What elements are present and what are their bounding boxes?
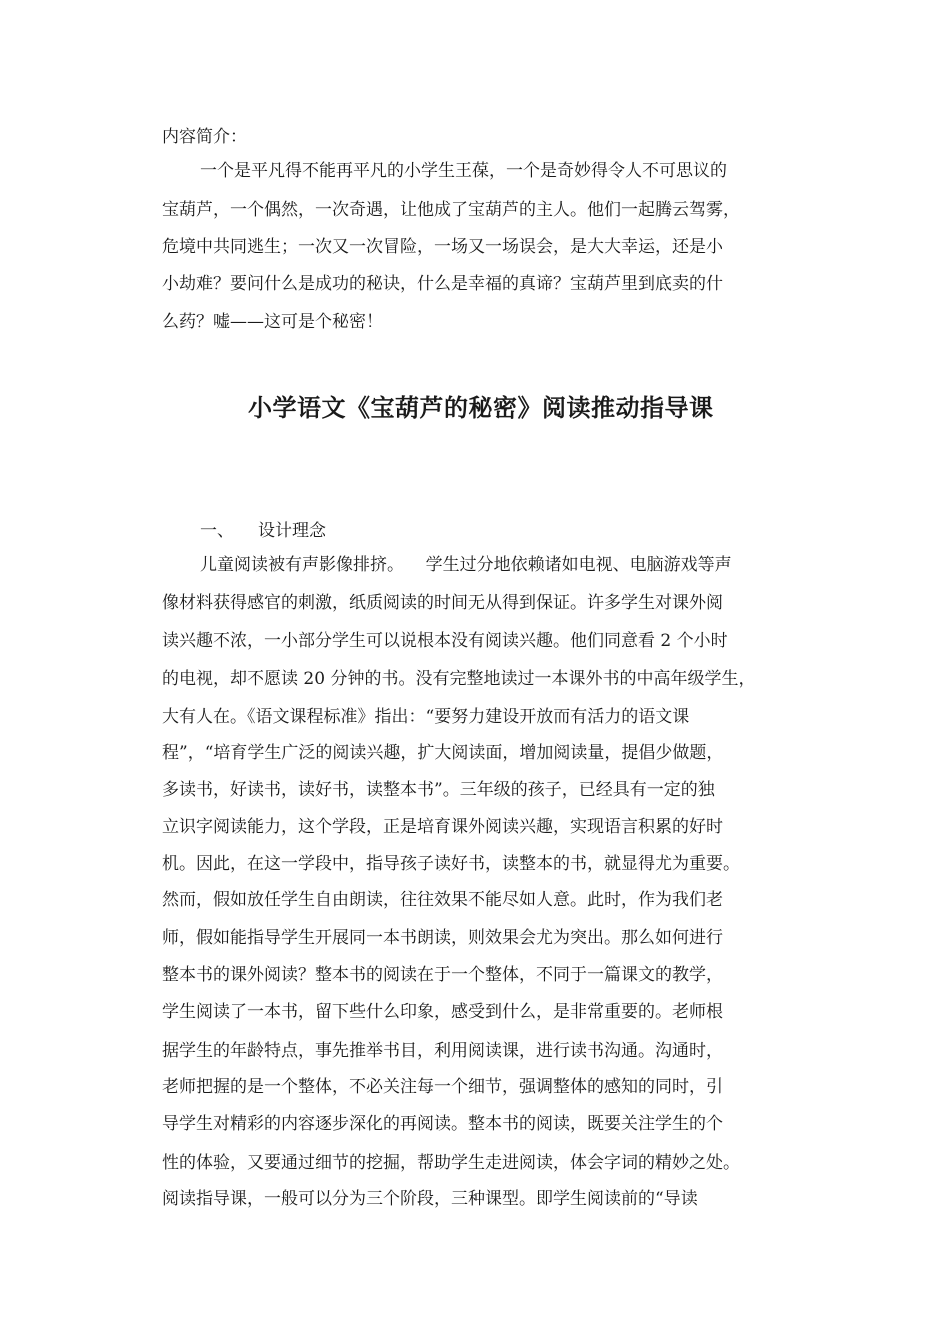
intro-line: 么药？嘘——这可是个秘密！ (162, 312, 383, 332)
body-line: 多读书，好读书，读好书，读整本书”。三年级的孩子，已经具有一定的独 (162, 780, 715, 800)
body-line: 程”，“培育学生广泛的阅读兴趣，扩大阅读面，增加阅读量，提倡少做题， (162, 743, 724, 763)
body-line: 阅读指导课，一般可以分为三个阶段，三种课型。即学生阅读前的“导读 (162, 1189, 698, 1209)
section-heading (200, 520, 326, 542)
body-line: 然而，假如放任学生自由朗读，往往效果不能尽如人意。此时，作为我们老 (162, 890, 723, 910)
body-line: 的电视，却不愿读 20 分钟的书。没有完整地读过一本课外书的中高年级学生， (162, 669, 756, 689)
intro-line: 宝葫芦，一个偶然，一次奇遇，让他成了宝葫芦的主人。他们一起腾云驾雾， (162, 200, 740, 220)
intro-line: 一个是平凡得不能再平凡的小学生王葆，一个是奇妙得令人不可思议的 (200, 161, 727, 181)
body-line: 导学生对精彩的内容逐步深化的再阅读。整本书的阅读，既要关注学生的个 (162, 1114, 723, 1134)
intro-line: 危境中共同逃生；一次又一次冒险，一场又一场误会，是大大幸运，还是小 (162, 237, 723, 257)
body-line: 儿童阅读被有声影像排挤。 学生过分地依赖诸如电视、电脑游戏等声 (200, 555, 732, 575)
body-line: 机。因此，在这一学段中，指导孩子读好书，读整本的书，就显得尤为重要。 (162, 854, 740, 874)
section-title: 设计理念 (258, 521, 326, 541)
section-number: 一、 (200, 521, 234, 541)
document-title: 小学语文《宝葫芦的秘密》阅读推动指导课 (248, 393, 714, 422)
body-line: 立识字阅读能力，这个学段，正是培育课外阅读兴趣，实现语言积累的好时 (162, 817, 723, 837)
body-line: 整本书的课外阅读？整本书的阅读在于一个整体，不同于一篇课文的教学， (162, 965, 723, 985)
intro-heading: 内容简介： (162, 127, 247, 147)
body-line: 大有人在。《语文课程标准》指出：“要努力建设开放而有活力的语文课 (162, 707, 690, 727)
body-line: 像材料获得感官的刺激，纸质阅读的时间无从得到保证。许多学生对课外阅 (162, 593, 723, 613)
body-line: 读兴趣不浓，一小部分学生可以说根本没有阅读兴趣。他们同意看 2 个小时 (162, 631, 728, 651)
body-line: 师，假如能指导学生开展同一本书朗读，则效果会尤为突出。那么如何进行 (162, 928, 723, 948)
body-line: 老师把握的是一个整体，不必关注每一个细节，强调整体的感知的同时，引 (162, 1077, 723, 1097)
body-line: 性的体验，又要通过细节的挖掘，帮助学生走进阅读，体会字词的精妙之处。 (162, 1153, 740, 1173)
body-line: 据学生的年龄特点，事先推举书目，利用阅读课，进行读书沟通。沟通时， (162, 1041, 723, 1061)
body-line: 学生阅读了一本书，留下些什么印象，感受到什么，是非常重要的。老师根 (162, 1002, 723, 1022)
intro-line: 小劫难？要问什么是成功的秘诀，什么是幸福的真谛？宝葫芦里到底卖的什 (162, 274, 723, 294)
